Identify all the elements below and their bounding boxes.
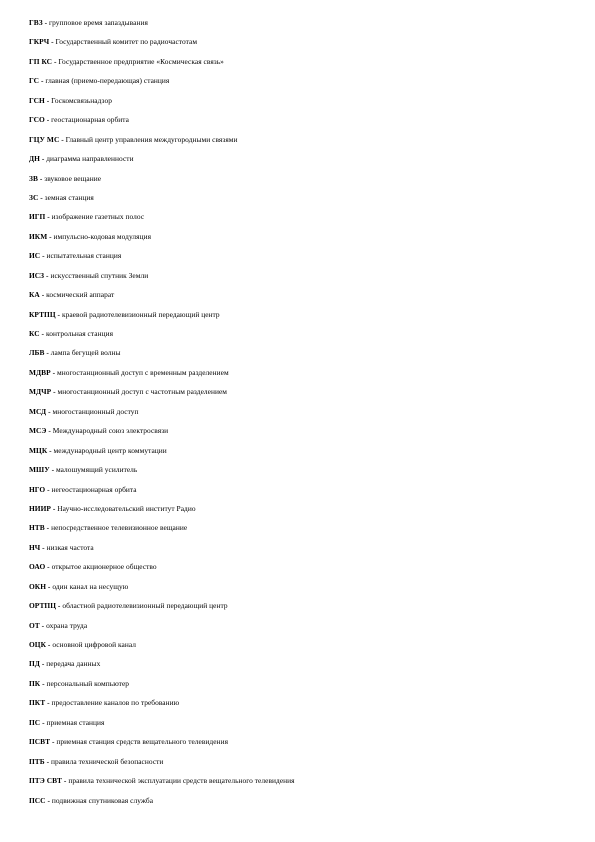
abbreviation-separator: -	[56, 601, 63, 611]
abbreviation-definition: звуковое вещание	[44, 173, 102, 183]
abbreviation-separator: -	[46, 406, 53, 416]
abbreviation-definition: основной цифровой канал	[52, 640, 137, 649]
abbreviation-definition: космический аппарат	[46, 290, 115, 300]
abbreviation-term: ИС	[29, 251, 41, 261]
abbreviation-entry	[29, 17, 569, 36]
abbreviation-entry	[29, 561, 569, 580]
abbreviation-term: ПСС	[29, 795, 46, 805]
abbreviation-definition: областной радиотелевизионный передающий центр	[62, 601, 228, 611]
abbreviation-term: КС	[29, 329, 40, 338]
abbreviation-entry	[29, 736, 569, 755]
abbreviation-definition: правила технической безопасности	[51, 756, 164, 766]
abbreviation-definition: Государственное предприятие «Космическая связь»	[58, 56, 224, 66]
abbreviation-definition: диаграмма направленности	[46, 154, 134, 164]
abbreviation-term: ДН	[29, 154, 40, 164]
abbreviation-entry	[29, 503, 569, 522]
abbreviation-definition: низкая частота	[46, 542, 94, 552]
abbreviation-term: ГЦУ МС	[29, 134, 60, 144]
abbreviation-separator: -	[44, 348, 51, 358]
abbreviation-term: ГКРЧ	[29, 37, 50, 47]
abbreviation-term: ПТБ	[29, 756, 45, 766]
abbreviation-separator: -	[44, 95, 52, 105]
abbreviations-list	[29, 17, 569, 814]
abbreviation-entry	[29, 289, 569, 308]
abbreviation-separator: -	[52, 56, 59, 66]
abbreviation-definition: Научно-исследовательский институт Радио	[57, 503, 196, 513]
abbreviation-separator: -	[51, 387, 58, 397]
abbreviation-entry	[29, 775, 569, 794]
abbreviation-entry	[29, 192, 569, 211]
abbreviation-definition: геостационарная орбита	[51, 115, 129, 125]
abbreviation-definition: Главный центр управления междугородными связями	[65, 134, 238, 144]
abbreviation-term: ГП КС	[29, 56, 53, 66]
abbreviation-separator: -	[50, 503, 58, 513]
abbreviation-term: МДВР	[29, 367, 51, 377]
abbreviation-definition: открытое акционерное общество	[51, 562, 157, 572]
abbreviation-term: ПК	[29, 678, 41, 688]
abbreviation-separator: -	[44, 523, 52, 533]
abbreviation-entry	[29, 717, 569, 736]
abbreviation-definition: один канал на несущую	[52, 581, 129, 591]
abbreviation-definition: приемная станция средств вещательного телевидения	[56, 737, 229, 747]
abbreviation-term: МСЭ	[29, 426, 47, 436]
abbreviation-definition: земная станция	[44, 192, 94, 202]
abbreviation-separator: -	[46, 426, 53, 436]
abbreviation-term: НТВ	[29, 523, 45, 533]
abbreviation-separator: -	[62, 776, 69, 786]
abbreviation-definition: многостанционный доступ	[52, 406, 139, 416]
abbreviation-definition: приемная станция	[46, 717, 105, 727]
abbreviation-separator: -	[46, 640, 53, 649]
abbreviation-term: ПС	[29, 717, 41, 727]
abbreviation-entry	[29, 484, 569, 503]
abbreviation-definition: малошумящий усилитель	[55, 465, 138, 475]
abbreviation-separator: -	[45, 484, 52, 494]
abbreviation-separator: -	[45, 562, 52, 572]
abbreviation-separator: -	[49, 465, 56, 475]
abbreviation-entry	[29, 347, 569, 366]
abbreviation-term: ПД	[29, 659, 40, 669]
abbreviation-separator: -	[39, 620, 47, 630]
abbreviation-entry	[29, 464, 569, 483]
abbreviation-definition: персональный компьютер	[46, 678, 130, 688]
abbreviation-entry	[29, 678, 569, 697]
abbreviation-entry	[29, 620, 569, 639]
abbreviation-separator: -	[40, 542, 47, 552]
abbreviation-term: ГВЗ	[29, 18, 43, 27]
abbreviation-entry	[29, 173, 569, 192]
abbreviation-term: ЗВ	[29, 173, 38, 183]
abbreviation-definition: непосредственное телевизионное вещание	[51, 523, 188, 533]
abbreviation-separator: -	[40, 678, 47, 688]
abbreviation-separator: -	[46, 581, 53, 591]
abbreviation-definition: Госкомсвязьнадзор	[51, 95, 112, 105]
abbreviation-separator: -	[59, 134, 66, 144]
abbreviation-separator: -	[47, 231, 54, 241]
abbreviation-separator: -	[49, 37, 56, 47]
abbreviation-separator: -	[55, 309, 62, 319]
abbreviation-term: ОКН	[29, 581, 47, 591]
abbreviation-definition: негеостационарная орбита	[51, 484, 137, 494]
abbreviation-separator: -	[45, 795, 52, 805]
abbreviation-entry	[29, 697, 569, 716]
abbreviation-term: КРТПЦ	[29, 309, 56, 319]
abbreviation-definition: импульсно-кодовая модуляция	[53, 231, 152, 241]
abbreviation-separator: -	[39, 329, 46, 338]
abbreviation-term: ИКМ	[29, 231, 48, 241]
abbreviation-term: ОРТПЦ	[29, 601, 57, 611]
abbreviation-entry	[29, 522, 569, 541]
abbreviation-term: ГС	[29, 76, 40, 86]
abbreviation-separator: -	[44, 270, 51, 280]
abbreviation-entry	[29, 134, 569, 153]
abbreviation-separator: -	[40, 717, 47, 727]
abbreviation-separator: -	[45, 698, 52, 708]
abbreviation-definition: искусственный спутник Земли	[50, 270, 149, 280]
abbreviation-separator: -	[47, 445, 54, 455]
abbreviation-entry	[29, 367, 569, 386]
abbreviation-entry	[29, 425, 569, 444]
abbreviation-entry	[29, 211, 569, 230]
abbreviation-entry	[29, 36, 569, 55]
abbreviation-definition: изображение газетных полос	[51, 212, 145, 222]
abbreviation-separator: -	[39, 154, 47, 164]
abbreviation-separator: -	[39, 290, 47, 300]
abbreviation-definition: Государственный комитет по радиочастотам	[55, 37, 198, 47]
abbreviation-entry	[29, 658, 569, 677]
abbreviation-entry	[29, 542, 569, 561]
abbreviation-definition: многостанционный доступ с частотным разделением	[57, 387, 228, 397]
abbreviation-term: ОТ	[29, 620, 40, 630]
abbreviation-definition: краевой радиотелевизионный передающий центр	[61, 309, 220, 319]
abbreviation-definition: главная (приемо-передающая) станция	[45, 76, 170, 86]
abbreviation-entry	[29, 75, 569, 94]
abbreviation-entry	[29, 795, 569, 814]
abbreviation-separator: -	[40, 251, 47, 261]
abbreviation-separator: -	[44, 115, 52, 125]
abbreviation-separator: -	[50, 737, 57, 747]
abbreviation-entry	[29, 600, 569, 619]
abbreviation-term: МСД	[29, 406, 47, 416]
abbreviation-term: НИИР	[29, 503, 51, 513]
abbreviation-term: ОЦК	[29, 640, 47, 649]
abbreviation-entry	[29, 95, 569, 114]
abbreviation-definition: международный центр коммутации	[53, 445, 167, 455]
abbreviation-entry	[29, 406, 569, 425]
abbreviation-definition: предоставление каналов по требованию	[51, 698, 180, 708]
abbreviation-entry	[29, 445, 569, 464]
abbreviation-definition: правила технической эксплуатации средств вещательного телевидения	[68, 776, 295, 786]
abbreviation-term: ГСН	[29, 95, 45, 105]
abbreviation-term: ГСО	[29, 115, 45, 125]
abbreviation-entry	[29, 56, 569, 75]
abbreviation-definition: подвижная спутниковая служба	[51, 795, 154, 805]
abbreviation-entry	[29, 639, 569, 658]
abbreviation-term: МШУ	[29, 465, 50, 475]
abbreviation-separator: -	[37, 173, 45, 183]
abbreviation-term: ПТЭ СВТ	[29, 776, 62, 786]
abbreviation-entry	[29, 270, 569, 289]
abbreviation-entry	[29, 231, 569, 250]
abbreviation-term: ЗС	[29, 192, 39, 202]
abbreviation-term: ИСЗ	[29, 270, 45, 280]
abbreviation-entry	[29, 328, 569, 347]
abbreviation-entry	[29, 250, 569, 269]
abbreviation-definition: испытательная станция	[46, 251, 122, 261]
abbreviation-definition: передача данных	[46, 659, 101, 669]
abbreviation-term: ПКТ	[29, 698, 46, 708]
abbreviation-definition: групповое время запаздывания	[49, 18, 148, 27]
abbreviation-separator: -	[39, 76, 46, 86]
abbreviation-term: ЛБВ	[29, 348, 45, 358]
abbreviation-term: МДЧР	[29, 387, 52, 397]
abbreviation-definition: Международный союз электросвязи	[52, 426, 169, 436]
abbreviation-term: КА	[29, 290, 40, 300]
abbreviation-separator: -	[39, 659, 47, 669]
abbreviation-term: НЧ	[29, 542, 41, 552]
abbreviation-term: ПСВТ	[29, 737, 51, 747]
abbreviation-separator: -	[50, 367, 58, 377]
abbreviation-term: ОАО	[29, 562, 46, 572]
abbreviation-definition: многостанционный доступ с временным разделением	[57, 367, 229, 377]
abbreviation-entry	[29, 153, 569, 172]
abbreviation-entry	[29, 309, 569, 328]
abbreviation-definition: контрольная станция	[45, 329, 114, 338]
abbreviation-term: НГО	[29, 484, 46, 494]
abbreviation-entry	[29, 114, 569, 133]
abbreviation-entry	[29, 756, 569, 775]
abbreviation-separator: -	[45, 212, 52, 222]
abbreviation-entry	[29, 386, 569, 405]
abbreviation-term: МЦК	[29, 445, 48, 455]
abbreviation-separator: -	[38, 192, 45, 202]
abbreviation-separator: -	[44, 756, 52, 766]
abbreviation-definition: лампа бегущей волны	[50, 348, 121, 358]
abbreviation-separator: -	[42, 18, 49, 27]
abbreviation-definition: охрана труда	[46, 620, 88, 630]
abbreviation-entry	[29, 581, 569, 600]
abbreviation-term: ИГП	[29, 212, 46, 222]
